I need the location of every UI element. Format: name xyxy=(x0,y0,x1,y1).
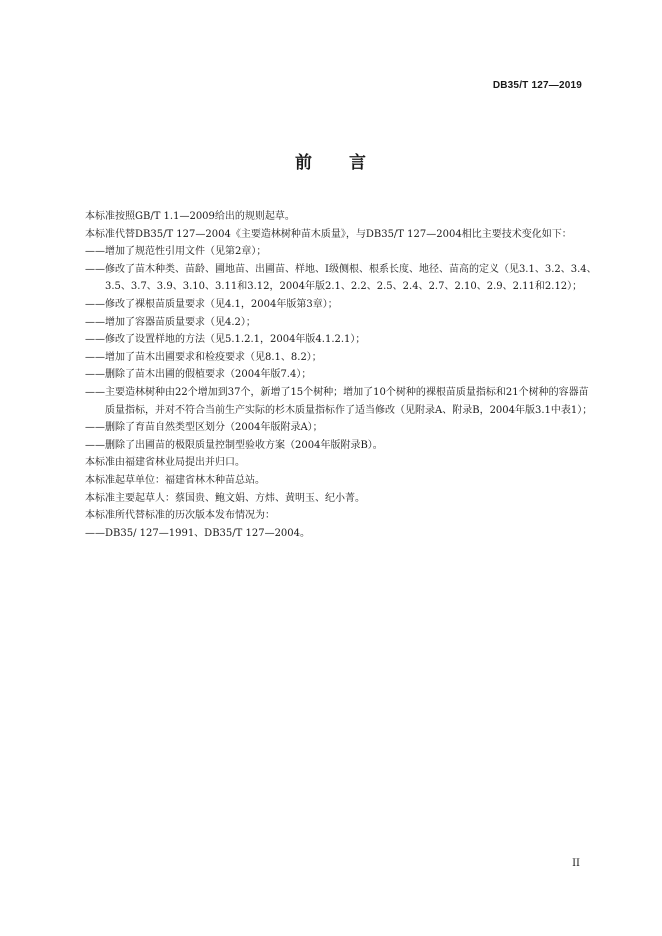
change-text: 增加了苗木出圃要求和检疫要求（见8.1、8.2）； xyxy=(105,351,322,363)
change-text: 增加了规范性引用文件（见第2章）； xyxy=(105,246,267,258)
change-text: 删除了苗木出圃的假植要求（2004年版7.4）； xyxy=(105,369,312,381)
page-title xyxy=(0,148,662,173)
proposer-line: 本标准由福建省林业局提出并归口。 xyxy=(85,457,245,469)
changes-list xyxy=(64,243,598,454)
change-item xyxy=(64,243,598,261)
dash-marker: —— xyxy=(85,439,105,451)
dash-marker: —— xyxy=(85,316,105,328)
dash-marker: —— xyxy=(85,422,105,434)
drafters-line: 本标准主要起草人：蔡国贵、鲍文娟、方炜、黄明玉、纪小菁。 xyxy=(85,492,365,504)
intro-line-1: 本标准按照GB/T 1.1—2009给出的规则起草。 xyxy=(85,211,295,222)
page-number: II xyxy=(572,858,580,869)
drafting-unit-line: 本标准起草单位：福建省林木种苗总站。 xyxy=(85,474,265,486)
intro-line-2: 本标准代替DB35/T 127—2004《主要造林树种苗木质量》，与DB35/T 127—2004相比主要技术变化如下： xyxy=(85,228,572,240)
title-char-2: 言 xyxy=(349,153,367,173)
change-item xyxy=(64,296,598,314)
dash-marker: —— xyxy=(85,334,105,346)
change-item xyxy=(64,437,598,455)
dash-marker: —— xyxy=(85,351,105,363)
dash-marker: —— xyxy=(85,386,105,398)
dash-marker: —— xyxy=(85,246,105,258)
change-text: 删除了育苗自然类型区划分（2004年版附录A）； xyxy=(105,422,323,434)
history-item xyxy=(64,525,598,543)
change-text: 修改了设置样地的方法（见5.1.2.1，2004年版4.1.2.1）； xyxy=(105,334,366,346)
change-text: 主要造林树种由22个增加到37个，新增了15个树种；增加了10个树种的裸根苗质量指标和21个树种的容器苗质量指标，并对不符合当前生产实际的杉木质量指标作了适当修改（见附录A、附录B，2004年版3.1中表1）； xyxy=(105,386,593,416)
history-intro-line: 本标准所代替标准的历次版本发布情况为： xyxy=(85,510,275,522)
dash-marker: —— xyxy=(85,369,105,381)
dash-marker: —— xyxy=(85,298,105,310)
title-char-1: 前 xyxy=(295,153,313,173)
change-item xyxy=(64,314,598,332)
foreword-body xyxy=(64,208,598,542)
change-text: 修改了苗木种类、苗龄、圃地苗、出圃苗、样地、Ⅰ级侧根、根系长度、地径、苗高的定义（见3.1、3.2、3.4、3.5、3.7、3.9、3.10、3.11和3.12，2004年版2.1、2.2、2.5、2.4、2.7、2.10、2.9、2.11和2.12）； xyxy=(105,263,597,293)
dash-marker: —— xyxy=(85,263,105,275)
document-code: DB35/T 127—2019 xyxy=(492,80,582,91)
change-item xyxy=(64,261,598,296)
change-item xyxy=(64,384,598,419)
change-text: 修改了裸根苗质量要求（见4.1，2004年版第3章）； xyxy=(105,298,338,310)
change-text: 删除了出圃苗的极限质量控制型验收方案（2004年版附录B）。 xyxy=(105,439,383,451)
change-item xyxy=(64,366,598,384)
change-item xyxy=(64,349,598,367)
change-item xyxy=(64,331,598,349)
change-item xyxy=(64,419,598,437)
change-text: 增加了容器苗质量要求（见4.2）； xyxy=(105,316,256,328)
history-text: DB35/ 127—1991、DB35/T 127—2004。 xyxy=(105,527,311,539)
dash-marker: —— xyxy=(85,527,105,539)
